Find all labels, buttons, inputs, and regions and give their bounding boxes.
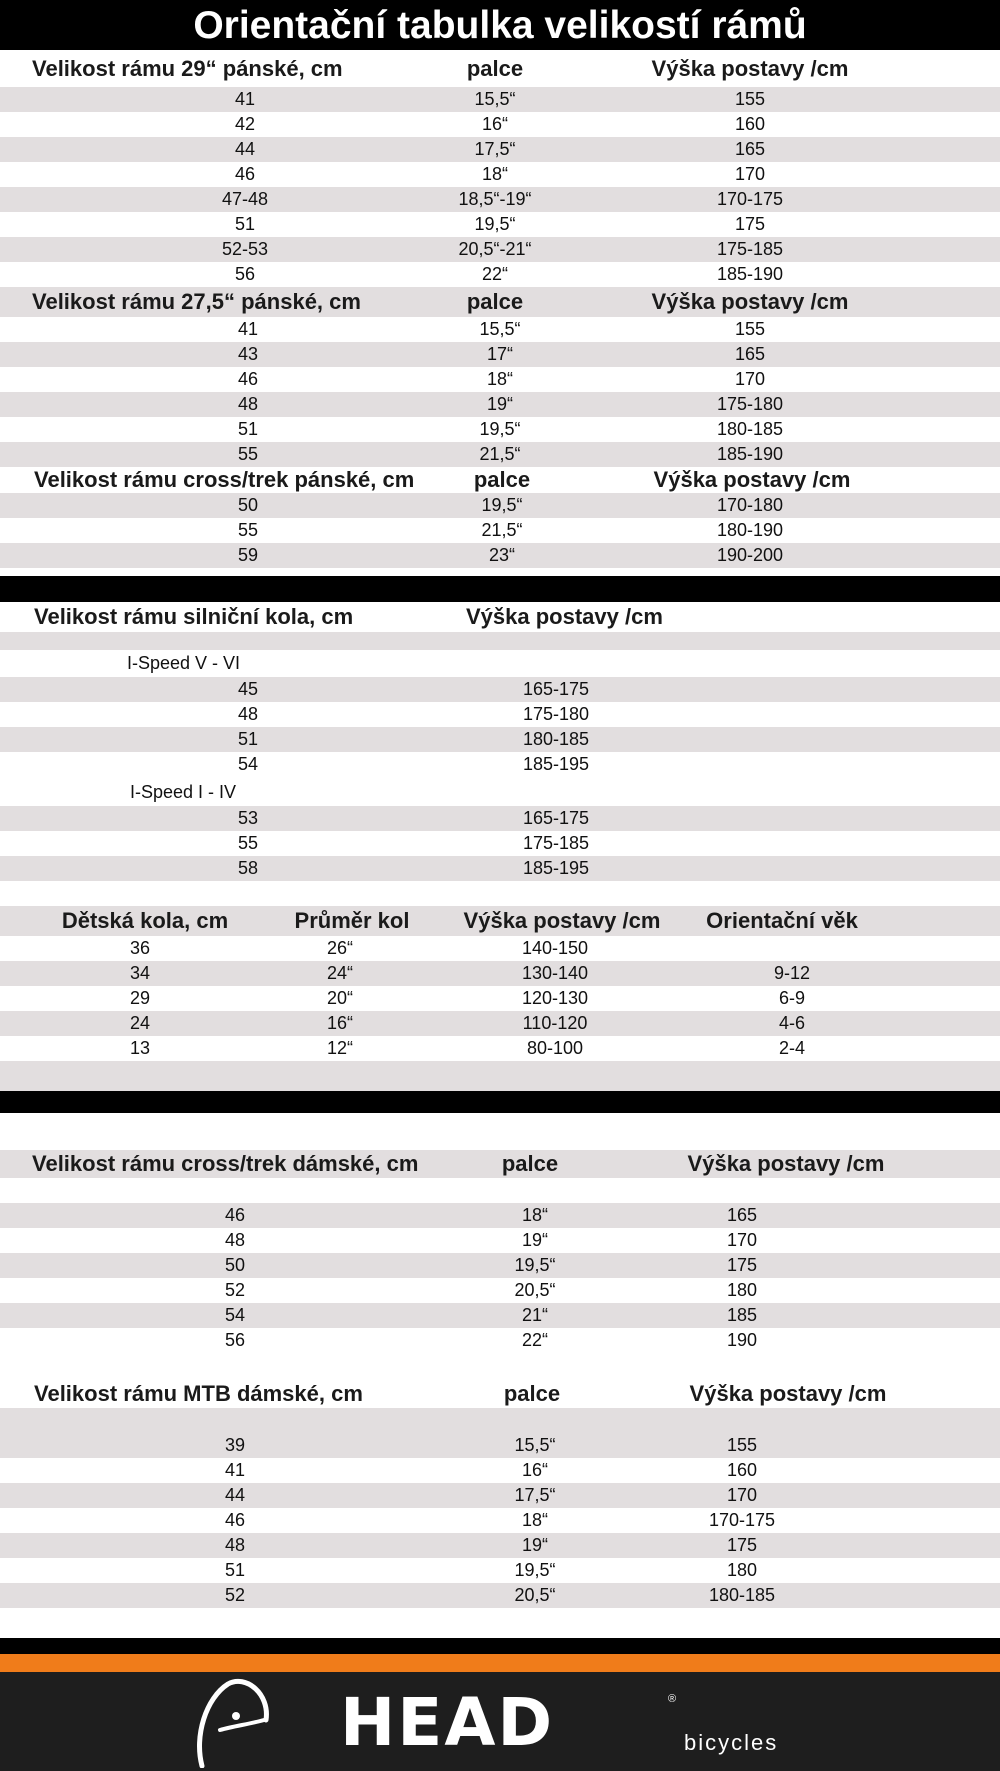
rider-height-cell: 175 <box>734 214 766 234</box>
table-row <box>0 1036 1000 1061</box>
wheel-diameter-cell: 24“ <box>326 963 354 983</box>
column-header-rider-height: Výška postavy /cm <box>651 55 849 81</box>
inches-cell: 18“ <box>481 164 509 184</box>
rider-height-cell: 175-185 <box>716 239 784 259</box>
rider-height-cell: 185-195 <box>522 858 590 878</box>
table-row <box>0 727 1000 752</box>
rider-height-cell: 165 <box>734 344 766 364</box>
column-header-inches: palce <box>466 289 524 314</box>
rider-height-cell: 170 <box>734 164 766 184</box>
rider-height-cell: 180-185 <box>522 729 590 749</box>
group-label-row <box>0 779 1000 806</box>
frame-size-cell: 42 <box>234 114 256 134</box>
column-header-rider-height: Výška postavy /cm <box>651 289 849 314</box>
frame-size-cell: 55 <box>237 444 259 464</box>
inches-cell: 22“ <box>521 1330 549 1350</box>
spacer-row <box>0 1113 1000 1150</box>
table-row <box>0 87 1000 112</box>
rider-height-cell: 130-140 <box>521 963 589 983</box>
rider-height-cell: 120-130 <box>521 988 589 1008</box>
table-row <box>0 493 1000 518</box>
series-label: I-Speed V - VI <box>127 653 241 673</box>
rider-height-cell: 175 <box>726 1255 758 1275</box>
frame-size-cell: 50 <box>224 1255 246 1275</box>
frame-size-cell: 55 <box>237 833 259 853</box>
inches-cell: 21“ <box>521 1305 549 1325</box>
inches-cell: 19,5“ <box>514 1255 556 1275</box>
table-row <box>0 1483 1000 1508</box>
rider-height-cell: 160 <box>726 1460 758 1480</box>
frame-size-cell: 51 <box>234 214 256 234</box>
table-row <box>0 392 1000 417</box>
rider-height-cell: 110-120 <box>522 1013 588 1033</box>
column-header-frame-size: Velikost rámu 27,5“ pánské, cm <box>32 289 361 314</box>
spacer-row <box>0 568 1000 576</box>
rider-height-cell: 80-100 <box>526 1038 584 1058</box>
table-row <box>0 212 1000 237</box>
frame-size-cell: 54 <box>237 754 259 774</box>
table-row <box>0 702 1000 727</box>
table-row <box>0 936 1000 961</box>
rider-height-cell: 165 <box>726 1205 758 1225</box>
inches-cell: 17,5“ <box>514 1485 556 1505</box>
table-row <box>0 961 1000 986</box>
rider-height-cell: 180 <box>726 1280 758 1300</box>
frame-size-cell: 48 <box>224 1535 246 1555</box>
kids-size-cell: 34 <box>129 963 151 983</box>
table-row <box>0 417 1000 442</box>
inches-cell: 20,5“ <box>514 1585 556 1605</box>
column-header-rider-height: Výška postavy /cm <box>689 1381 887 1406</box>
column-header-kids-size: Dětská kola, cm <box>61 908 229 933</box>
frame-size-cell: 48 <box>237 704 259 724</box>
age-cell: 9-12 <box>773 963 811 983</box>
table-row <box>0 1533 1000 1558</box>
column-header-rider-height: Výška postavy /cm <box>653 467 851 492</box>
table-row <box>0 543 1000 568</box>
table-row <box>0 112 1000 137</box>
wheel-diameter-cell: 12“ <box>326 1038 354 1058</box>
frame-size-cell: 41 <box>237 319 259 339</box>
section-divider <box>0 1091 1000 1113</box>
rider-height-cell: 190 <box>726 1330 758 1350</box>
frame-size-cell: 56 <box>234 264 256 284</box>
spacer-row <box>0 1353 1000 1380</box>
table-header-row <box>0 906 1000 936</box>
rider-height-cell: 175-180 <box>716 394 784 414</box>
frame-size-cell: 52 <box>224 1585 246 1605</box>
table-row <box>0 1278 1000 1303</box>
rider-height-cell: 180 <box>726 1560 758 1580</box>
table-row <box>0 1433 1000 1458</box>
frame-size-cell: 45 <box>237 679 259 699</box>
head-logo-icon <box>190 1676 280 1768</box>
rider-height-cell: 155 <box>726 1435 758 1455</box>
rider-height-cell: 165-175 <box>522 808 590 828</box>
spacer-row <box>0 1178 1000 1203</box>
frame-size-cell: 46 <box>224 1510 246 1530</box>
column-header-frame-size: Velikost rámu 29“ pánské, cm <box>32 55 343 81</box>
table-row <box>0 1203 1000 1228</box>
inches-cell: 19“ <box>521 1535 549 1555</box>
rider-height-cell: 180-190 <box>716 520 784 540</box>
series-label: I-Speed I - IV <box>130 782 237 802</box>
orange-stripe <box>0 1654 1000 1672</box>
rider-height-cell: 180-185 <box>708 1585 776 1605</box>
inches-cell: 21,5“ <box>479 444 521 464</box>
table-row <box>0 831 1000 856</box>
rider-height-cell: 165 <box>734 139 766 159</box>
age-cell: 6-9 <box>778 988 806 1008</box>
frame-size-cell: 50 <box>237 495 259 515</box>
inches-cell: 20,5“ <box>514 1280 556 1300</box>
inches-cell: 19“ <box>486 394 514 414</box>
rider-height-cell: 185-195 <box>522 754 590 774</box>
rider-height-cell: 185-190 <box>716 444 784 464</box>
inches-cell: 15,5“ <box>479 319 521 339</box>
column-header-inches: palce <box>466 55 524 81</box>
inches-cell: 18,5“-19“ <box>458 189 532 209</box>
wheel-diameter-cell: 16“ <box>326 1013 354 1033</box>
kids-size-cell: 29 <box>129 988 151 1008</box>
table-header-row <box>0 1380 1000 1408</box>
age-cell: 4-6 <box>778 1013 806 1033</box>
table-row <box>0 518 1000 543</box>
frame-size-cell: 56 <box>224 1330 246 1350</box>
inches-cell: 17,5“ <box>474 139 516 159</box>
column-header-inches: palce <box>503 1381 561 1406</box>
frame-size-cell: 51 <box>237 729 259 749</box>
inches-cell: 22“ <box>481 264 509 284</box>
section-divider <box>0 576 1000 602</box>
frame-size-cell: 41 <box>224 1460 246 1480</box>
age-cell: 2-4 <box>778 1038 806 1058</box>
rider-height-cell: 140-150 <box>521 938 589 958</box>
table-header-row <box>0 1150 1000 1178</box>
table-row <box>0 1558 1000 1583</box>
table-row <box>0 367 1000 392</box>
spacer-row <box>0 1061 1000 1091</box>
inches-cell: 16“ <box>521 1460 549 1480</box>
inches-cell: 18“ <box>521 1510 549 1530</box>
column-header-inches: palce <box>501 1151 559 1176</box>
table-row <box>0 752 1000 777</box>
wheel-diameter-cell: 26“ <box>326 938 354 958</box>
table-row <box>0 187 1000 212</box>
frame-size-cell: 46 <box>234 164 256 184</box>
inches-cell: 19,5“ <box>479 419 521 439</box>
frame-size-cell: 53 <box>237 808 259 828</box>
spacer-row <box>0 881 1000 906</box>
section-divider <box>0 1638 1000 1654</box>
table-row <box>0 677 1000 702</box>
group-label-row <box>0 650 1000 677</box>
column-header-rider-height: Výška postavy /cm <box>687 1151 885 1176</box>
spacer-row <box>0 632 1000 650</box>
rider-height-cell: 165-175 <box>522 679 590 699</box>
frame-size-cell: 46 <box>224 1205 246 1225</box>
rider-height-cell: 175-180 <box>522 704 590 724</box>
table-row <box>0 342 1000 367</box>
rider-height-cell: 170 <box>734 369 766 389</box>
column-header-rider-height: Výška postavy /cm <box>466 604 663 629</box>
frame-size-cell: 52-53 <box>221 239 269 259</box>
table-row <box>0 162 1000 187</box>
rider-height-cell: 170 <box>726 1230 758 1250</box>
table-row <box>0 1011 1000 1036</box>
rider-height-cell: 170-180 <box>716 495 784 515</box>
inches-cell: 18“ <box>486 369 514 389</box>
frame-size-cell: 44 <box>224 1485 246 1505</box>
kids-size-cell: 24 <box>129 1013 151 1033</box>
rider-height-cell: 180-185 <box>716 419 784 439</box>
inches-cell: 19,5“ <box>481 495 523 515</box>
column-header-age: Orientační věk <box>706 908 858 933</box>
column-header-frame-size: Velikost rámu silniční kola, cm <box>34 604 354 629</box>
inches-cell: 19,5“ <box>514 1560 556 1580</box>
frame-size-cell: 48 <box>224 1230 246 1250</box>
frame-size-cell: 58 <box>237 858 259 878</box>
rider-height-cell: 190-200 <box>716 545 784 565</box>
inches-cell: 17“ <box>486 344 514 364</box>
table-row <box>0 137 1000 162</box>
table-row <box>0 986 1000 1011</box>
frame-size-cell: 59 <box>237 545 259 565</box>
column-header-frame-size: Velikost rámu cross/trek dámské, cm <box>32 1151 419 1176</box>
table-row <box>0 1508 1000 1533</box>
spacer-row <box>0 1408 1000 1433</box>
table-row <box>0 1458 1000 1483</box>
inches-cell: 20,5“-21“ <box>458 239 532 259</box>
rider-height-cell: 170-175 <box>708 1510 776 1530</box>
frame-size-cell: 51 <box>224 1560 246 1580</box>
table-row <box>0 1583 1000 1608</box>
table-row <box>0 856 1000 881</box>
inches-cell: 23“ <box>488 545 516 565</box>
inches-cell: 16“ <box>481 114 509 134</box>
inches-cell: 15,5“ <box>474 89 516 109</box>
frame-size-cell: 48 <box>237 394 259 414</box>
registered-mark: ® <box>668 1693 677 1705</box>
rider-height-cell: 175 <box>726 1535 758 1555</box>
frame-size-cell: 39 <box>224 1435 246 1455</box>
column-header-frame-size: Velikost rámu cross/trek pánské, cm <box>34 467 415 492</box>
frame-size-cell: 47-48 <box>221 189 269 209</box>
wheel-diameter-cell: 20“ <box>326 988 354 1008</box>
rider-height-cell: 170-175 <box>716 189 784 209</box>
table-header-row <box>0 602 1000 632</box>
table-header-row <box>0 287 1000 317</box>
spacer-row <box>0 1608 1000 1638</box>
rider-height-cell: 175-185 <box>522 833 590 853</box>
rider-height-cell: 155 <box>734 319 766 339</box>
rider-height-cell: 155 <box>734 89 766 109</box>
table-row <box>0 442 1000 467</box>
rider-height-cell: 160 <box>734 114 766 134</box>
inches-cell: 19“ <box>521 1230 549 1250</box>
table-header-row <box>0 50 1000 87</box>
table-row <box>0 1303 1000 1328</box>
table-row <box>0 262 1000 287</box>
table-header-row <box>0 467 1000 493</box>
rider-height-cell: 170 <box>726 1485 758 1505</box>
inches-cell: 18“ <box>521 1205 549 1225</box>
inches-cell: 15,5“ <box>514 1435 556 1455</box>
frame-size-cell: 41 <box>234 89 256 109</box>
frame-size-cell: 52 <box>224 1280 246 1300</box>
brand-suffix: bicycles <box>684 1730 779 1755</box>
frame-size-cell: 51 <box>237 419 259 439</box>
frame-size-cell: 46 <box>237 369 259 389</box>
inches-cell: 21,5“ <box>481 520 523 540</box>
column-header-rider-height: Výška postavy /cm <box>463 908 661 933</box>
table-row <box>0 1253 1000 1278</box>
rider-height-cell: 185-190 <box>716 264 784 284</box>
frame-size-cell: 54 <box>224 1305 246 1325</box>
frame-size-cell: 44 <box>234 139 256 159</box>
inches-cell: 19,5“ <box>474 214 516 234</box>
rider-height-cell: 185 <box>726 1305 758 1325</box>
column-header-frame-size: Velikost rámu MTB dámské, cm <box>34 1381 363 1406</box>
frame-size-cell: 43 <box>237 344 259 364</box>
table-row <box>0 317 1000 342</box>
kids-size-cell: 36 <box>129 938 151 958</box>
kids-size-cell: 13 <box>129 1038 151 1058</box>
brand-name: HEAD <box>340 1684 555 1761</box>
page-title: Orientační tabulka velikostí rámů <box>0 0 1000 50</box>
frame-size-cell: 55 <box>237 520 259 540</box>
table-row <box>0 1228 1000 1253</box>
table-row <box>0 806 1000 831</box>
table-row <box>0 1328 1000 1353</box>
column-header-inches: palce <box>473 467 531 492</box>
column-header-wheel-diameter: Průměr kol <box>294 908 410 933</box>
table-row <box>0 237 1000 262</box>
